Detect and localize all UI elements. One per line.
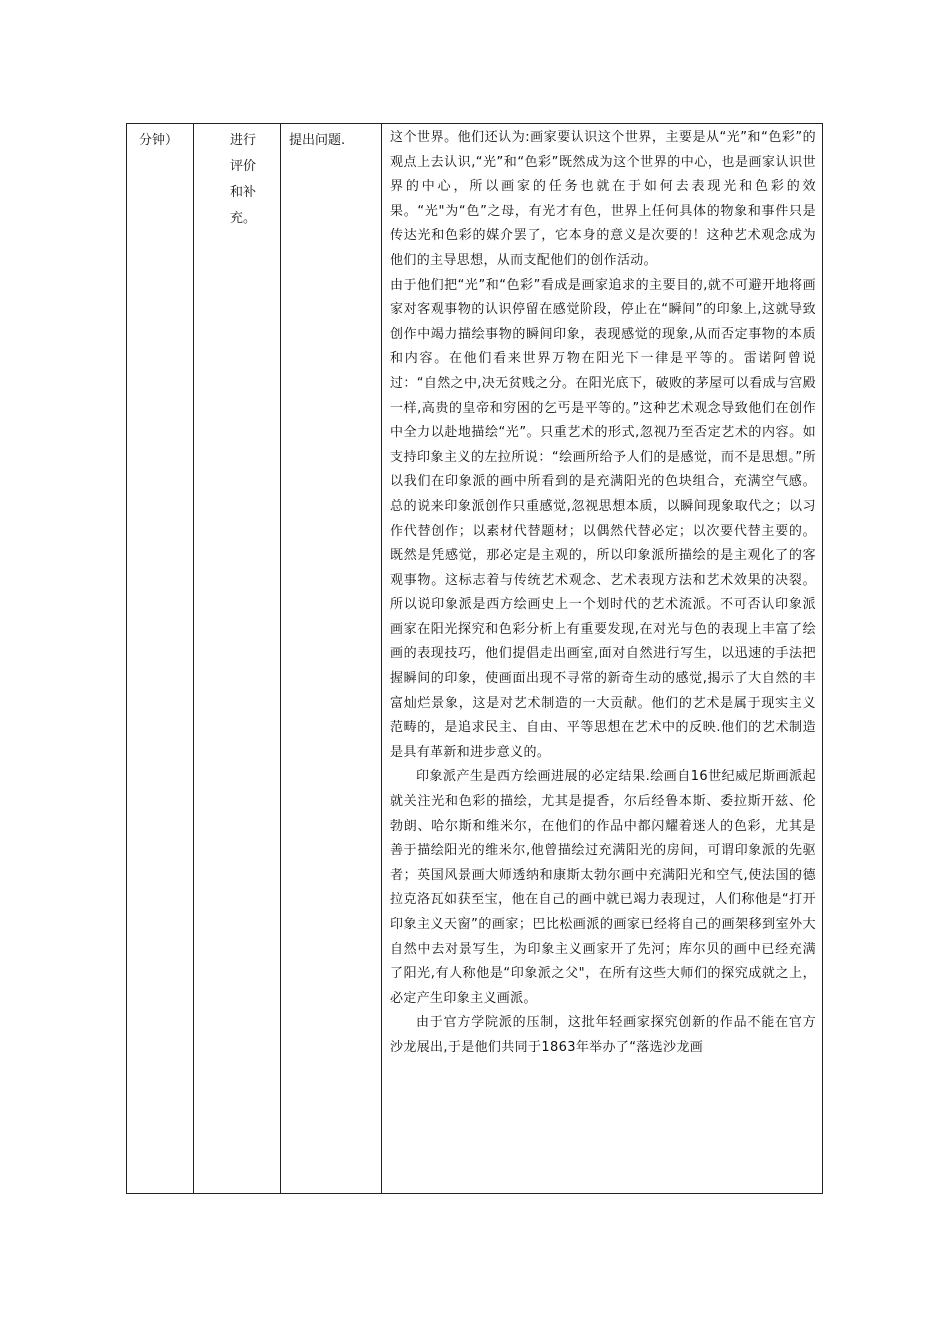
content-paragraph: 由于官方学院派的压制，这批年轻画家探究创新的作品不能在官方沙龙展出,于是他们共同于1863年举办了“落选沙龙画 (390, 1015, 816, 1055)
activity-text: 进行评价和补充。 (230, 133, 257, 226)
content-paragraph: 由于他们把“光”和“色彩”看成是画家追求的主要目的,就不可避开地将画家对客观事物的认识停留在感觉阶段，停止在“瞬间”的印象上,这就导致创作中竭力描绘事物的瞬间印象，表现感觉的现象,从而否定事物的本质和内容。在他们看来世界万物在阳光下一律是平等的。雷诺阿曾说过：“自然之中,决无贫贱之分。在阳光底下，破败的茅屋可以看成与宫殿一样,高贵的皇帝和穷困的乞丐是平等的。”这种艺术观念导致他们在创作中全力以赴地描绘“光”。只重艺术的形式,忽视乃至否定艺术的内容。如支持印象主义的左拉所说：“绘画所给予人们的是感觉，而不是思想。”所以我们在印象派的画中所看到的是充满阳光的色块组合，充满空气感。总的说来印象派创作只重感觉,忽视思想本质，以瞬间现象取代之；以习作代替创作；以素材代替题材；以偶然代替必定；以次要代替主要的。既然是凭感觉，那必定是主观的，所以印象派所描绘的是主观化了的客观事物。这标志着与传统艺术观念、艺术表现方法和艺术效果的决裂。所以说印象派是西方绘画史上一个划时代的艺术流派。不可否认印象派画家在阳光探究和色彩分析上有重要发现,在对光与色的表现上丰富了绘画的表现技巧，他们提倡走出画室,面对自然进行写生，以迅速的手法把握瞬间的印象，使画面出现不寻常的新奇生动的感觉,揭示了大自然的丰富灿烂景象，这是对艺术制造的一大贡献。他们的艺术是属于现实主义范畴的，是追求民主、自由、平等思想在艺术中的反映.他们的艺术制造是具有革新和进步意义的。 (390, 277, 816, 760)
time-cell (127, 124, 194, 1194)
question-cell (281, 124, 382, 1194)
content-paragraph: 印象派产生是西方绘画进展的必定结果.绘画自16世纪威尼斯画派起就关注光和色彩的描绘，尤其是提香，尔后经鲁本斯、委拉斯开兹、伦勃朗、哈尔斯和维米尔，在他们的作品中都闪耀着迷人的色彩，尤其是善于描绘阳光的维米尔,他曾描绘过充满阳光的房间，可谓印象派的先驱者；英国风景画大师透纳和康斯太勃尔画中充满阳光和空气,使法国的德拉克洛瓦如获至宝，他在自己的画中就已竭力表现过，人们称他是“打开印象主义天窗”的画家；巴比松画派的画家已经将自己的画架移到室外大自然中去对景写生，为印象主义画家开了先河；库尔贝的画中已经充满了阳光,有人称他是“印象派之父"，在所有这些大师们的探究成就之上，必定产生印象主义画派。 (390, 769, 816, 1006)
content-body (382, 124, 822, 1193)
content-cell (382, 124, 823, 1194)
content-paragraph: 这个世界。他们还认为:画家要认识这个世界，主要是从“光”和“色彩”的观点上去认识,“光”和“色彩”既然成为这个世界的中心，也是画家认识世界的中心，所以画家的任务也就在于如何去表现光和色彩的效果。“光"为“色”之母，有光才有色，世界上任何具体的物象和事件只是传达光和色彩的媒介罢了，它本身的意义是次要的！这种艺术观念成为他们的主导思想，从而支配他们的创作活动。 (390, 130, 816, 268)
table-row (127, 124, 823, 1194)
activity-cell (194, 124, 281, 1194)
time-text: 分钟） (139, 133, 179, 148)
lesson-table (126, 123, 823, 1194)
question-text: 提出问题. (289, 133, 346, 148)
